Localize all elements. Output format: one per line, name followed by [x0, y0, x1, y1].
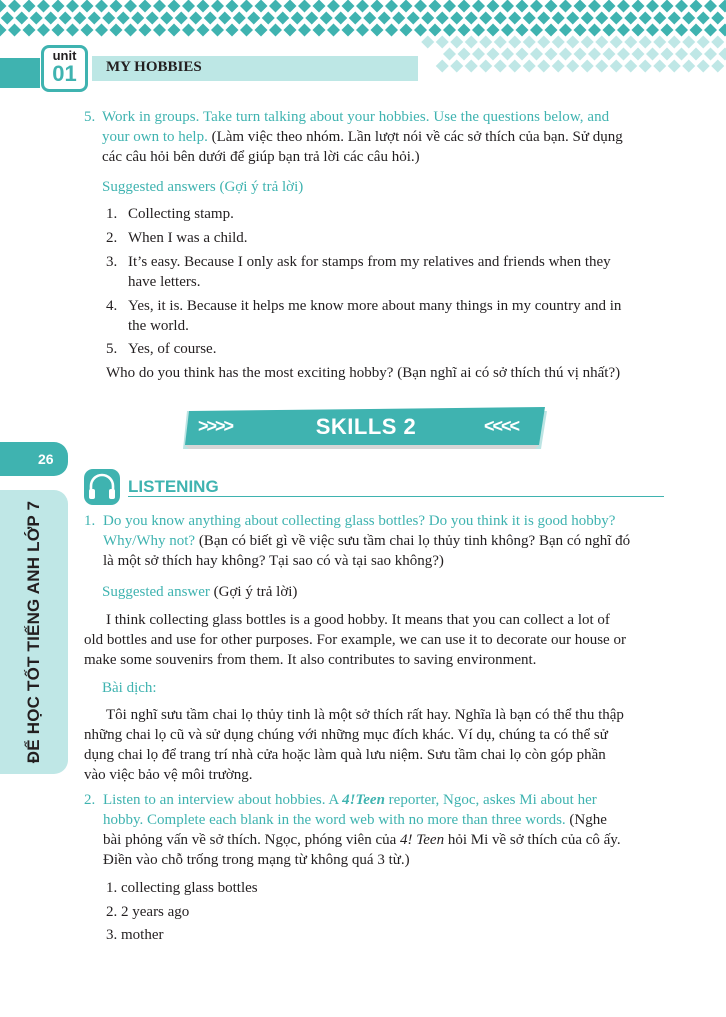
pattern-diamond — [501, 48, 514, 61]
pattern-diamond — [102, 12, 115, 25]
pattern-diamond — [523, 12, 536, 25]
pattern-diamond — [30, 12, 43, 25]
pattern-diamond — [581, 36, 594, 49]
pattern-diamond — [458, 24, 471, 37]
pattern-diamond — [704, 0, 717, 13]
answer-paragraph-line: make some souvenirs from them. It also contributes to saving environment. — [84, 652, 537, 668]
headphones-icon — [83, 468, 121, 506]
header-left-accent — [0, 58, 40, 88]
pattern-diamond — [139, 24, 152, 37]
pattern-diamond — [537, 60, 550, 73]
pattern-diamond — [269, 24, 282, 37]
q2-line3 — [103, 830, 621, 850]
pattern-diamond — [537, 36, 550, 49]
answer-number: 4. — [106, 298, 118, 314]
pattern-diamond — [711, 12, 724, 25]
pattern-diamond — [704, 48, 717, 61]
pattern-diamond — [661, 0, 674, 13]
pattern-diamond — [552, 60, 565, 73]
pattern-diamond — [646, 0, 659, 13]
pattern-diamond — [545, 24, 558, 37]
pattern-diamond — [508, 12, 521, 25]
answer2-row — [106, 925, 164, 945]
pattern-diamond — [233, 12, 246, 25]
pattern-diamond — [523, 36, 536, 49]
pattern-diamond — [23, 0, 36, 13]
q2-line3-b: hỏi Mi về sở thích của cô ấy. — [447, 832, 621, 848]
pattern-diamond — [371, 24, 384, 37]
q2-line1 — [103, 790, 597, 810]
task5-line1: Work in groups. Take turn talking about your hobbies. Use the questions below, and — [102, 109, 610, 125]
pattern-diamond — [472, 48, 485, 61]
pattern-diamond — [668, 36, 681, 49]
pattern-diamond — [472, 24, 485, 37]
pattern-diamond — [81, 24, 94, 37]
pattern-diamond — [610, 36, 623, 49]
answer2-row — [106, 878, 258, 898]
pattern-diamond — [8, 24, 21, 37]
pattern-diamond — [385, 0, 398, 13]
pattern-diamond — [37, 0, 50, 13]
pattern-diamond — [182, 0, 195, 13]
pattern-diamond — [479, 12, 492, 25]
pattern-diamond — [313, 24, 326, 37]
pattern-diamond — [211, 24, 224, 37]
pattern-diamond — [52, 0, 65, 13]
q1-line2-vi: (Bạn có biết gì về việc sưu tầm chai lọ thủy tinh không? Bạn có nghĩ đó — [198, 533, 631, 549]
answer-line: Yes, of course. — [128, 341, 217, 357]
pattern-diamond — [603, 24, 616, 37]
q2-line2-vi: (Nghe — [569, 812, 607, 828]
pattern-diamond — [624, 60, 637, 73]
pattern-diamond — [95, 24, 108, 37]
pattern-diamond — [465, 12, 478, 25]
pattern-diamond — [479, 36, 492, 49]
answer2-row — [106, 902, 189, 922]
pattern-diamond — [305, 12, 318, 25]
pattern-diamond — [682, 60, 695, 73]
book-title: ĐỂ HỌC TỐT TIẾNG ANH LỚP 7 — [24, 500, 43, 764]
pattern-diamond — [356, 0, 369, 13]
unit-number: 01 — [52, 61, 77, 86]
task5-line2 — [102, 127, 623, 147]
pattern-diamond — [566, 36, 579, 49]
pattern-diamond — [719, 24, 726, 37]
answer-line: It’s easy. Because I only ask for stamps from my relatives and friends when they — [128, 254, 611, 270]
pattern-diamond — [276, 12, 289, 25]
q1-line1: Do you know anything about collecting glass bottles? Do you think it is good hobby? — [103, 513, 616, 529]
unit-title: MY HOBBIES — [106, 59, 202, 75]
pattern-diamond — [342, 24, 355, 37]
pattern-diamond — [574, 0, 587, 13]
pattern-diamond — [421, 36, 434, 49]
pattern-diamond — [59, 12, 72, 25]
pattern-diamond — [653, 12, 666, 25]
pattern-diamond — [262, 12, 275, 25]
unit-word: unit — [52, 48, 77, 63]
translation-line: dụng chai lọ để trang trí nhà cửa hoặc làm quà lưu niệm. Sưu tầm chai lọ còn góp phần — [84, 747, 606, 763]
answer2-text: 2 years ago — [121, 904, 190, 920]
pattern-diamond — [1, 12, 14, 25]
pattern-diamond — [197, 24, 210, 37]
pattern-diamond — [182, 24, 195, 37]
pattern-diamond — [675, 48, 688, 61]
pattern-diamond — [530, 48, 543, 61]
pattern-diamond — [668, 12, 681, 25]
pattern-diamond — [690, 0, 703, 13]
q2-line3-a: bài phỏng vấn về sở thích. Ngọc, phóng viên của — [103, 832, 397, 848]
answer2-text: collecting glass bottles — [121, 880, 258, 896]
q2-line1-a: Listen to an interview about hobbies. A — [103, 792, 339, 808]
pattern-diamond — [487, 24, 500, 37]
pattern-diamond — [197, 0, 210, 13]
pattern-diamond — [189, 12, 202, 25]
pattern-diamond — [617, 48, 630, 61]
pattern-diamond — [603, 48, 616, 61]
pattern-diamond — [617, 24, 630, 37]
pattern-diamond — [226, 24, 239, 37]
pattern-diamond — [443, 24, 456, 37]
pattern-diamond — [501, 24, 514, 37]
pattern-diamond — [327, 0, 340, 13]
answer-paragraph-line: I think collecting glass bottles is a good hobby. It means that you can collect a lot of — [106, 612, 610, 628]
q2-line4: Điền vào chỗ trống trong mạng từ không quá 3 từ.) — [103, 852, 410, 868]
answer-line: Yes, it is. Because it helps me know more about many things in my country and in — [128, 298, 622, 314]
q1-line2-en: Why/Why not? — [103, 533, 196, 549]
pattern-diamond — [632, 48, 645, 61]
pattern-diamond — [110, 24, 123, 37]
pattern-diamond — [624, 12, 637, 25]
pattern-diamond — [661, 48, 674, 61]
pattern-diamond — [204, 12, 217, 25]
translation-line: vào việc bảo vệ môi trường. — [84, 767, 253, 783]
pattern-diamond — [110, 0, 123, 13]
pattern-diamond — [559, 48, 572, 61]
pattern-diamond — [436, 12, 449, 25]
pattern-diamond — [595, 36, 608, 49]
pattern-diamond — [436, 36, 449, 49]
pattern-diamond — [73, 12, 86, 25]
pattern-diamond — [371, 0, 384, 13]
pattern-diamond — [639, 36, 652, 49]
pattern-diamond — [566, 12, 579, 25]
page-number-tab — [0, 442, 68, 476]
skills-title: SKILLS 2 — [315, 414, 417, 439]
pattern-diamond — [414, 24, 427, 37]
pattern-diamond — [218, 12, 231, 25]
pattern-diamond — [711, 36, 724, 49]
pattern-diamond — [516, 24, 529, 37]
pattern-diamond — [487, 0, 500, 13]
pattern-diamond — [639, 12, 652, 25]
pattern-diamond — [581, 60, 594, 73]
task5-line2-en: your own to help. — [102, 129, 208, 145]
pattern-diamond — [81, 0, 94, 13]
pattern-diamond — [450, 12, 463, 25]
pattern-diamond — [255, 24, 268, 37]
q2-line1-b: reporter, Ngoc, askes Mi about her — [388, 792, 597, 808]
pattern-diamond — [675, 0, 688, 13]
answer-line: have letters. — [128, 274, 201, 290]
answer-number: 3. — [106, 254, 118, 270]
pattern-diamond — [363, 12, 376, 25]
answer2-number: 3. — [106, 927, 118, 943]
unit-badge — [41, 45, 88, 92]
answer-line: Collecting stamp. — [128, 206, 234, 222]
pattern-diamond — [697, 12, 710, 25]
pattern-diamond — [240, 0, 253, 13]
q1-line3: là một sở thích hay không? Tại sao có và tại sao không?) — [103, 553, 444, 569]
task5-line3: các câu hỏi bên dưới để giúp bạn trả lời các câu hỏi.) — [102, 149, 420, 165]
pattern-diamond — [407, 12, 420, 25]
pattern-diamond — [704, 24, 717, 37]
pattern-diamond — [632, 24, 645, 37]
answer-line: the world. — [128, 318, 189, 334]
q2-line2 — [103, 810, 607, 830]
pattern-diamond — [545, 0, 558, 13]
listening-title: LISTENING — [128, 477, 219, 496]
pattern-diamond — [675, 24, 688, 37]
pattern-diamond — [400, 0, 413, 13]
pattern-diamond — [559, 24, 572, 37]
pattern-diamond — [465, 60, 478, 73]
pattern-diamond — [95, 0, 108, 13]
pattern-diamond — [414, 0, 427, 13]
pattern-diamond — [690, 48, 703, 61]
task5-number: 5. — [84, 109, 96, 125]
pattern-diamond — [646, 48, 659, 61]
pattern-diamond — [639, 60, 652, 73]
pattern-diamond — [131, 12, 144, 25]
pattern-diamond — [653, 36, 666, 49]
banner-left-arrows: >>>> — [198, 416, 233, 436]
pattern-diamond — [175, 12, 188, 25]
pattern-diamond — [595, 60, 608, 73]
pattern-diamond — [479, 60, 492, 73]
pattern-diamond — [429, 0, 442, 13]
pattern-diamond — [632, 0, 645, 13]
pattern-diamond — [334, 12, 347, 25]
answer-number: 5. — [106, 341, 118, 357]
pattern-diamond — [226, 0, 239, 13]
translation-label: Bài dịch: — [102, 680, 157, 696]
pattern-diamond — [327, 24, 340, 37]
pattern-diamond — [610, 60, 623, 73]
pattern-diamond — [588, 24, 601, 37]
answer-number: 2. — [106, 230, 118, 246]
translation-line: Tôi nghĩ sưu tầm chai lọ thủy tinh là một sở thích rất hay. Nghĩa là bạn có thể thu thập — [106, 707, 624, 723]
pattern-diamond — [443, 0, 456, 13]
pattern-diamond — [52, 24, 65, 37]
pattern-diamond — [494, 12, 507, 25]
pattern-diamond — [719, 48, 726, 61]
pattern-diamond — [697, 36, 710, 49]
pattern-diamond — [356, 24, 369, 37]
pattern-diamond — [160, 12, 173, 25]
pattern-diamond — [450, 36, 463, 49]
q2-line2-en: hobby. Complete each blank in the word web with no more than three words. — [103, 812, 566, 828]
pattern-diamond — [661, 24, 674, 37]
pattern-diamond — [530, 0, 543, 13]
pattern-diamond — [566, 60, 579, 73]
task5-line2-vi: (Làm việc theo nhóm. Lần lượt nói về các sở thích của bạn. Sử dụng — [211, 129, 623, 145]
answer2-text: mother — [121, 927, 164, 943]
pattern-diamond — [581, 12, 594, 25]
answer2-number: 1. — [106, 880, 118, 896]
pattern-diamond — [168, 24, 181, 37]
pattern-diamond — [320, 12, 333, 25]
pattern-diamond — [552, 36, 565, 49]
pattern-diamond — [342, 0, 355, 13]
pattern-diamond — [23, 24, 36, 37]
pattern-diamond — [400, 24, 413, 37]
pattern-diamond — [450, 60, 463, 73]
pattern-diamond — [545, 48, 558, 61]
pattern-diamond — [516, 0, 529, 13]
pattern-diamond — [690, 24, 703, 37]
pattern-diamond — [465, 36, 478, 49]
pattern-diamond — [0, 0, 7, 13]
pattern-diamond — [124, 24, 137, 37]
pattern-diamond — [392, 12, 405, 25]
pattern-diamond — [88, 12, 101, 25]
pattern-diamond — [436, 60, 449, 73]
pattern-diamond — [646, 24, 659, 37]
translation-line: những chai lọ cũ và sử dụng chúng với những mục đích khác. Ví dụ, chúng ta có thể sử — [84, 727, 608, 743]
pattern-diamond — [668, 60, 681, 73]
q1-number: 1. — [84, 513, 96, 529]
pattern-diamond — [494, 60, 507, 73]
pattern-diamond — [610, 12, 623, 25]
answer-paragraph-line: old bottles and use for other purposes. For example, we can use it to decorate our house or — [84, 632, 626, 648]
pattern-diamond — [269, 0, 282, 13]
q2-line3-brand: 4! Teen — [400, 832, 445, 848]
suggested-answer-vi: (Gợi ý trả lời) — [213, 584, 298, 600]
closing-question: Who do you think has the most exciting hobby? (Bạn nghĩ ai có sở thích thú vị nhất?) — [106, 365, 621, 381]
pattern-diamond — [291, 12, 304, 25]
pattern-diamond — [15, 12, 28, 25]
pattern-diamond — [0, 24, 7, 37]
pattern-diamond — [588, 0, 601, 13]
pattern-diamond — [124, 0, 137, 13]
pattern-diamond — [523, 60, 536, 73]
pattern-diamond — [37, 24, 50, 37]
answer-number: 1. — [106, 206, 118, 222]
pattern-diamond — [443, 48, 456, 61]
pattern-diamond — [574, 48, 587, 61]
pattern-diamond — [697, 60, 710, 73]
pattern-diamond — [617, 0, 630, 13]
pattern-diamond — [284, 24, 297, 37]
pattern-diamond — [682, 36, 695, 49]
pattern-diamond — [472, 0, 485, 13]
pattern-diamond — [66, 24, 79, 37]
pattern-diamond — [501, 0, 514, 13]
pattern-diamond — [508, 36, 521, 49]
pattern-diamond — [298, 24, 311, 37]
skills-banner-row — [0, 414, 726, 440]
pattern-diamond — [458, 48, 471, 61]
pattern-diamond — [682, 12, 695, 25]
pattern-diamond — [537, 12, 550, 25]
suggested-answer-row — [102, 582, 297, 602]
pattern-diamond — [588, 48, 601, 61]
pattern-diamond — [458, 0, 471, 13]
suggested-answers-label: Suggested answers (Gợi ý trả lời) — [102, 179, 304, 195]
pattern-diamond — [153, 0, 166, 13]
pattern-diamond — [421, 12, 434, 25]
pattern-diamond — [349, 12, 362, 25]
pattern-diamond — [530, 24, 543, 37]
pattern-diamond — [240, 24, 253, 37]
pattern-diamond — [146, 12, 159, 25]
q2-number: 2. — [84, 792, 96, 808]
pattern-diamond — [574, 24, 587, 37]
pattern-diamond — [313, 0, 326, 13]
pattern-diamond — [153, 24, 166, 37]
pattern-diamond — [559, 0, 572, 13]
pattern-diamond — [516, 48, 529, 61]
pattern-diamond — [711, 60, 724, 73]
pattern-diamond — [168, 0, 181, 13]
pattern-diamond — [255, 0, 268, 13]
pattern-diamond — [552, 12, 565, 25]
pattern-diamond — [8, 0, 21, 13]
q1-line2 — [103, 531, 630, 551]
pattern-diamond — [247, 12, 260, 25]
pattern-diamond — [139, 0, 152, 13]
pattern-diamond — [117, 12, 130, 25]
pattern-diamond — [624, 36, 637, 49]
answer2-number: 2. — [106, 904, 118, 920]
listening-divider — [128, 496, 664, 497]
pattern-diamond — [603, 0, 616, 13]
pattern-diamond — [508, 60, 521, 73]
suggested-answer-label: Suggested answer — [102, 584, 210, 600]
pattern-diamond — [653, 60, 666, 73]
pattern-diamond — [66, 0, 79, 13]
pattern-diamond — [211, 0, 224, 13]
q2-brand: 4!Teen — [342, 792, 385, 808]
pattern-diamond — [487, 48, 500, 61]
pattern-diamond — [298, 0, 311, 13]
answer-line: When I was a child. — [128, 230, 248, 246]
pattern-diamond — [284, 0, 297, 13]
page-number: 26 — [38, 451, 54, 467]
pattern-diamond — [429, 24, 442, 37]
pattern-diamond — [595, 12, 608, 25]
pattern-diamond — [378, 12, 391, 25]
pattern-diamond — [719, 0, 726, 13]
pattern-diamond — [44, 12, 57, 25]
banner-right-arrows: <<<< — [484, 416, 519, 436]
pattern-diamond — [494, 36, 507, 49]
pattern-diamond — [385, 24, 398, 37]
